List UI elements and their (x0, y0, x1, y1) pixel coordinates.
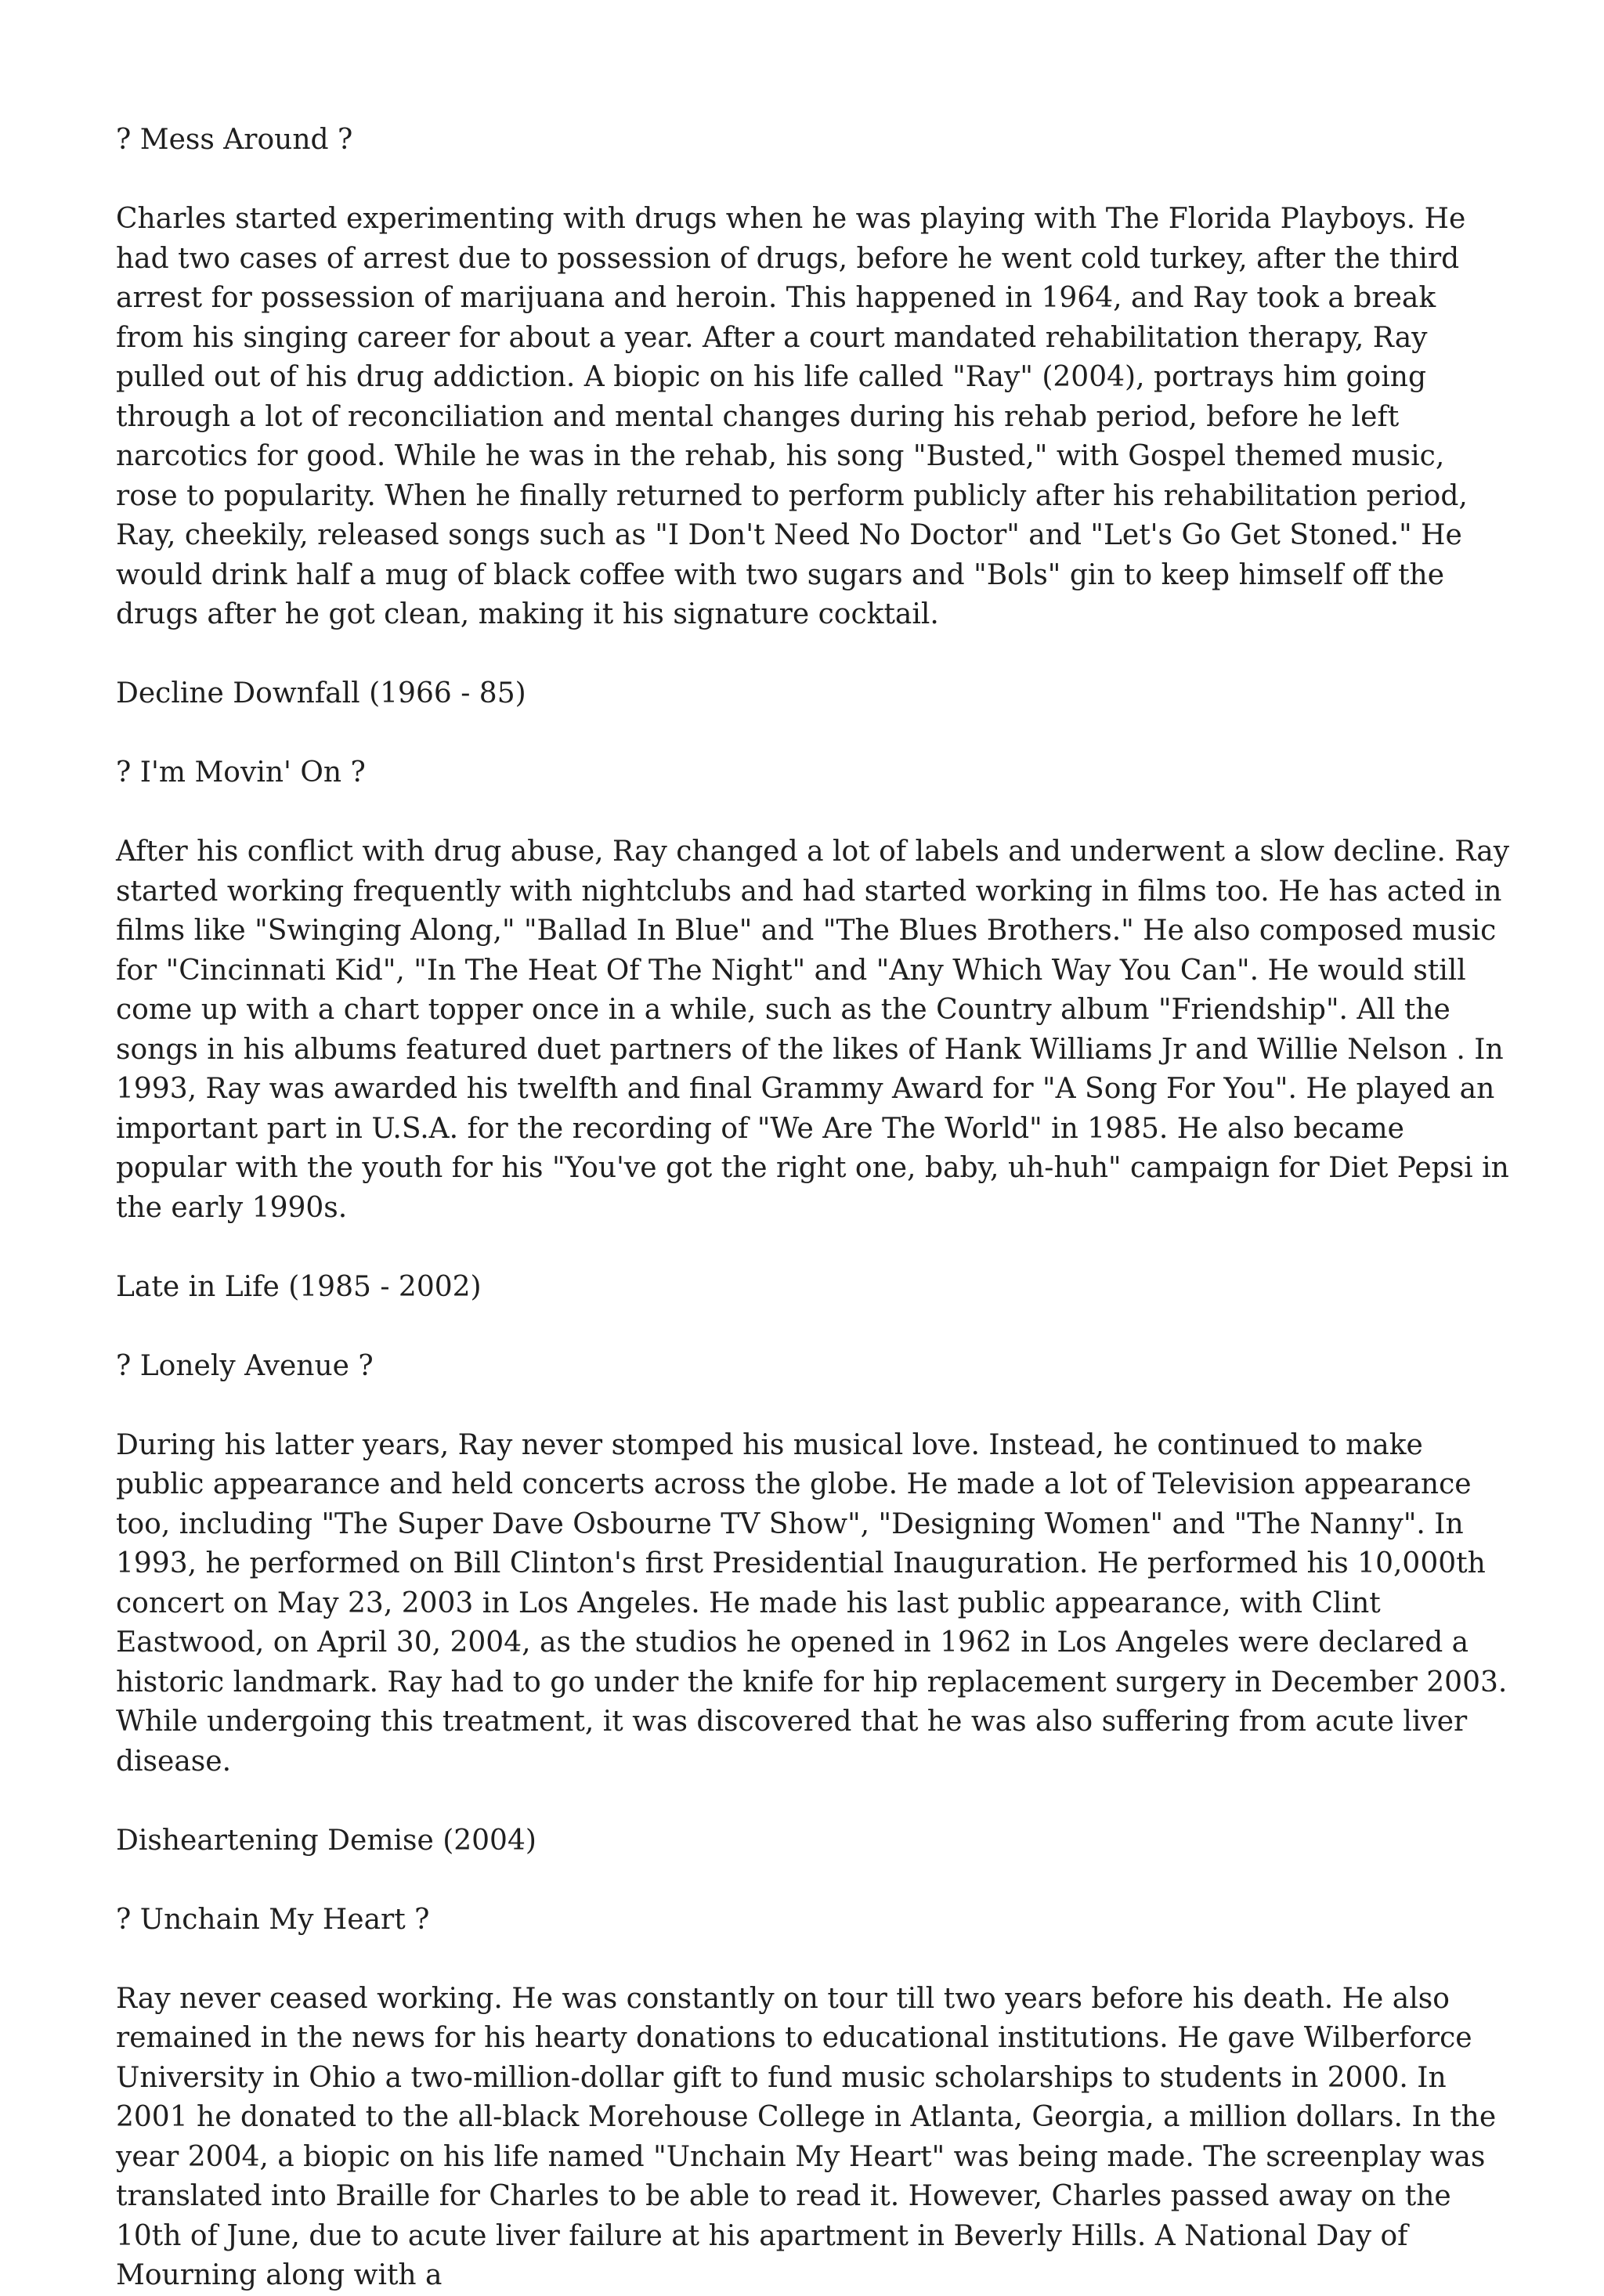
section-heading: Disheartening Demise (2004) (116, 1824, 536, 1857)
paragraph: Ray never ceased working. He was constantly on tour till two years before his death. He also remained in the news for his hearty donations to educational institutions. He gave Wilberforce University in Ohio a two-million-dollar gift to fund music scholarships to students in 2000. In 2001 he donated to the all-black Morehouse College in Atlanta, Georgia, a million dollars. In the year 2004, a biopic on his life named "Unchain My Heart" was being made. The screenplay was translated into Braille for Charles to be able to read it. However, Charles passed away on the 10th of June, due to acute liver failure at his apartment in Beverly Hills. A National Day of Mourning along with a (116, 1982, 1497, 2291)
song-subheading: ? I'm Movin' On ? (116, 756, 366, 789)
document-page (116, 121, 1510, 2296)
paragraph: After his conflict with drug abuse, Ray changed a lot of labels and underwent a slow decline. Ray started working frequently with nightclubs and had started working in films too. He has acted in films like "Swinging Along," "Ballad In Blue" and "The Blues Brothers." He also composed music for "Cincinnati Kid", "In The Heat Of The Night" and "Any Which Way You Can". He would still come up with a chart topper once in a while, such as the Country album "Friendship". All the songs in his albums featured duet partners of the likes of Hank Williams Jr and Willie Nelson . In 1993, Ray was awarded his twelfth and final Grammy Award for "A Song For You". He played an important part in U.S.A. for the recording of "We Are The World" in 1985. He also became popular with the youth for his "You've got the right one, baby, uh-huh" campaign for Diet Pepsi in the early 1990s. (116, 836, 1510, 1224)
paragraph: During his latter years, Ray never stomped his musical love. Instead, he continued to make public appearance and held concerts across the globe. He made a lot of Television appearance too, including "The Super Dave Osbourne TV Show", "Designing Women" and "The Nanny". In 1993, he performed on Bill Clinton's first Presidential Inauguration. He performed his 10,000th concert on May 23, 2003 in Los Angeles. He made his last public appearance, with Clint Eastwood, on April 30, 2004, as the studios he opened in 1962 in Los Angeles were declared a historic landmark. Ray had to go under the knife for hip replacement surgery in December 2003. While undergoing this treatment, it was discovered that he was also suffering from acute liver disease. (116, 1428, 1508, 1778)
section-heading: Decline Downfall (1966 - 85) (116, 677, 526, 709)
song-subheading: ? Mess Around ? (116, 124, 353, 156)
song-subheading: ? Unchain My Heart ? (116, 1903, 430, 1936)
song-subheading: ? Lonely Avenue ? (116, 1349, 374, 1382)
section-heading: Late in Life (1985 - 2002) (116, 1270, 482, 1303)
paragraph: Charles started experimenting with drugs when he was playing with The Florida Playboys. He had two cases of arrest due to possession of drugs, before he went cold turkey, after the third arrest for possession of marijuana and heroin. This happened in 1964, and Ray took a break from his singing career for about a year. After a court mandated rehabilitation therapy, Ray pulled out of his drug addiction. A biopic on his life called "Ray" (2004), portrays him going through a lot of reconciliation and mental changes during his rehab period, before he left narcotics for good. While he was in the rehab, his song "Busted," with Gospel themed music, rose to popularity. When he finally returned to perform publicly after his rehabilitation period, Ray, cheekily, released songs such as "I Don't Need No Doctor" and "Let's Go Get Stoned." He would drink half a mug of black coffee with two sugars and "Bols" gin to keep himself off the drugs after he got clean, making it his signature cocktail. (116, 203, 1468, 630)
